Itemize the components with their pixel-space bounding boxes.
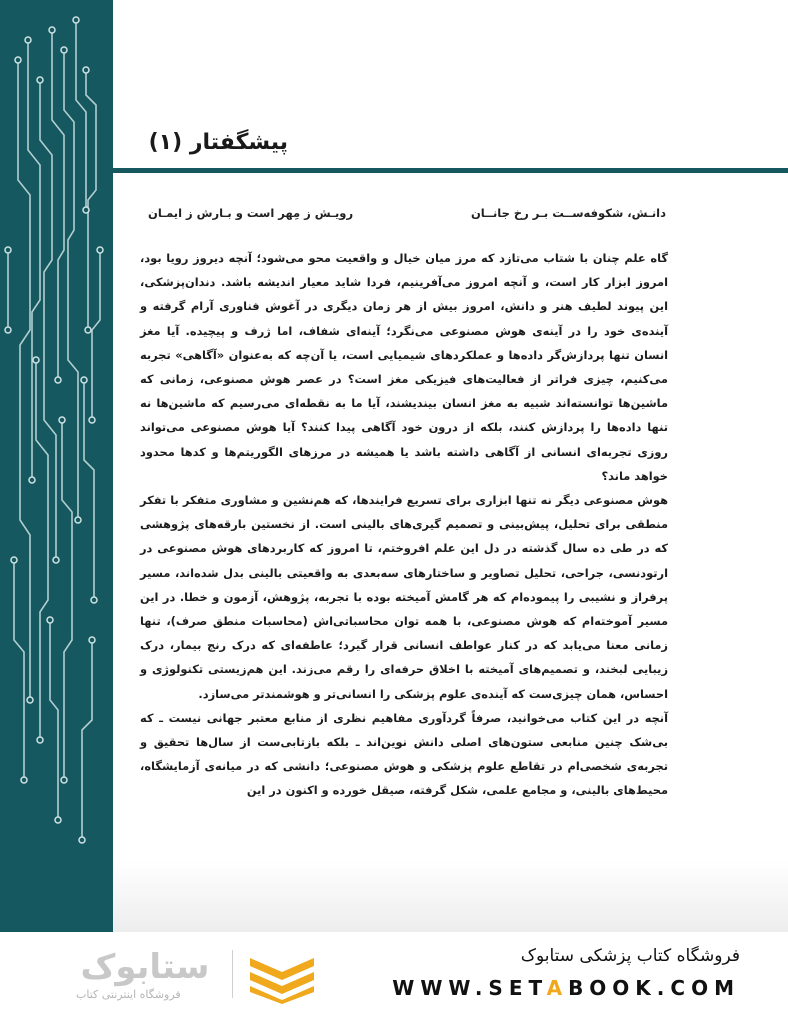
preface-body bbox=[140, 246, 668, 803]
epigraph-first-hemistich: دانـش، شکوفه‌ســت بـر رخ جانــان bbox=[470, 206, 666, 220]
circuit-sidebar bbox=[0, 0, 113, 932]
url-accent: A bbox=[546, 976, 569, 1000]
stacked-chevrons-icon bbox=[242, 948, 322, 1004]
title-underline-bar bbox=[113, 168, 788, 173]
setabook-logo bbox=[70, 940, 220, 988]
circuit-lines-icon bbox=[0, 0, 113, 932]
store-title: فروشگاه کتاب پزشکی ستابوک bbox=[520, 946, 740, 966]
paragraph: هوش مصنوعی دیگر نه تنها ابزاری برای تسریع فرایندها، که هم‌نشین و مشاوری متفکر با تفکر منطقی برای تحلیل، پیش‌بینی و تصمیم گیری‌های بالینی است. از نخستین بارقه‌های پژوهشی که در طی ده سال گذشته در دل این علم افروختم، تا امروز که کاربردهای هوش مصنوعی در ارتودنسی، جراحی، تحلیل تصاویر و ساختارهای سه‌بعدی به واقعیتی بالینی بدل شده‌اند، مسیر پرفراز و نشیبی را پیموده‌ام که هر گامش آمیخته بوده با تجربه، پژوهش، آزمون و خطا. در این مسیر آموخته‌ام که هوش مصنوعی، با همه توان محاسباتی‌اش (محاسبات منطق صرف)، تنها زمانی معنا می‌یابد که در کنار عواطف انسانی قرار گیرد؛ عاطفه‌ای که درک رنج بیمار، درک زیبایی لبخند، و تصمیم‌های آمیخته با اخلاق حرفه‌ای را رقم می‌زند. این هم‌زیستی تکنولوژی و احساس، همان چیزی‌ست که آینده‌ی علوم پزشکی را انسانی‌تر و هوشمندتر می‌سازد. bbox=[140, 493, 668, 701]
page-bottom-fade bbox=[113, 860, 788, 932]
epigraph bbox=[148, 206, 666, 220]
epigraph-second-hemistich: رویـش ز مِهر است و بـارش ز ایمـان bbox=[148, 206, 354, 220]
paragraph: آنچه در این کتاب می‌خوانید، صرفاً گردآوری مفاهیم نظری از منابع معتبر جهانی نیست ـ که بی‌شک چنین منابعی ستون‌های اصلی دانش نوین‌اند ـ بلکه بازتابی‌ست از سال‌ها تحقیق و تجربه‌ی شخصی‌ام در تقاطع علوم پزشکی و هوش مصنوعی؛ دانشی که در میانه‌ی آزمایشگاه، محیط‌های بالینی، و مجامع علمی، شکل گرفته، صیقل خورده و اکنون در این bbox=[140, 710, 668, 798]
store-url-link[interactable] bbox=[392, 976, 740, 1000]
url-part-2: BOOK.COM bbox=[568, 976, 740, 1000]
logo-divider bbox=[232, 950, 233, 998]
url-part-1: WWW.SET bbox=[392, 976, 547, 1000]
logo-text: ستابوک bbox=[80, 947, 210, 987]
logo-subtitle: فروشگاه اینترنتی کتاب bbox=[76, 988, 181, 1001]
paragraph: گاه علم چنان با شتاب می‌تازد که مرز میان خیال و واقعیت محو می‌شود؛ آنچه دیروز رویا بود، امروز ابزار کار است، و آنچه امروز می‌آفرینیم، فردا شاید معیار اندیشه باشد. دندان‌پزشکی، این پیوند لطیف هنر و دانش، امروز بیش از هر زمان دیگری در آغوش فناوری آرام گرفته و آینده‌ی خود را در آینه‌ی هوش مصنوعی می‌نگرد؛ آینه‌ای شفاف، اما ژرف و پیچیده. آیا مغز انسان تنها پردازش‌گر داده‌ها و عملکردهای شیمیایی است، یا آن‌چه که به‌عنوان «آگاهی» تجربه می‌کنیم، چیزی فراتر از فعالیت‌های فیزیکی مغز است؟ در عصر هوش مصنوعی، زمانی که ماشین‌ها توانسته‌اند شبیه به مغز انسان بیندیشند، آیا ما به نقطه‌ای می‌رسیم که ماشین‌ها نه تنها داده‌ها را پردازش کنند، بلکه از درون خود آگاهی پیدا کنند؟ آیا هوش مصنوعی می‌تواند روزی تجربه‌ای انسانی از آگاهی داشته باشد یا همیشه در مرزهای الگوریتم‌ها و کدها محدود خواهد ماند؟ bbox=[140, 251, 668, 483]
page-title: پیشگفتار (۱) bbox=[148, 130, 288, 155]
store-footer bbox=[30, 932, 788, 1012]
